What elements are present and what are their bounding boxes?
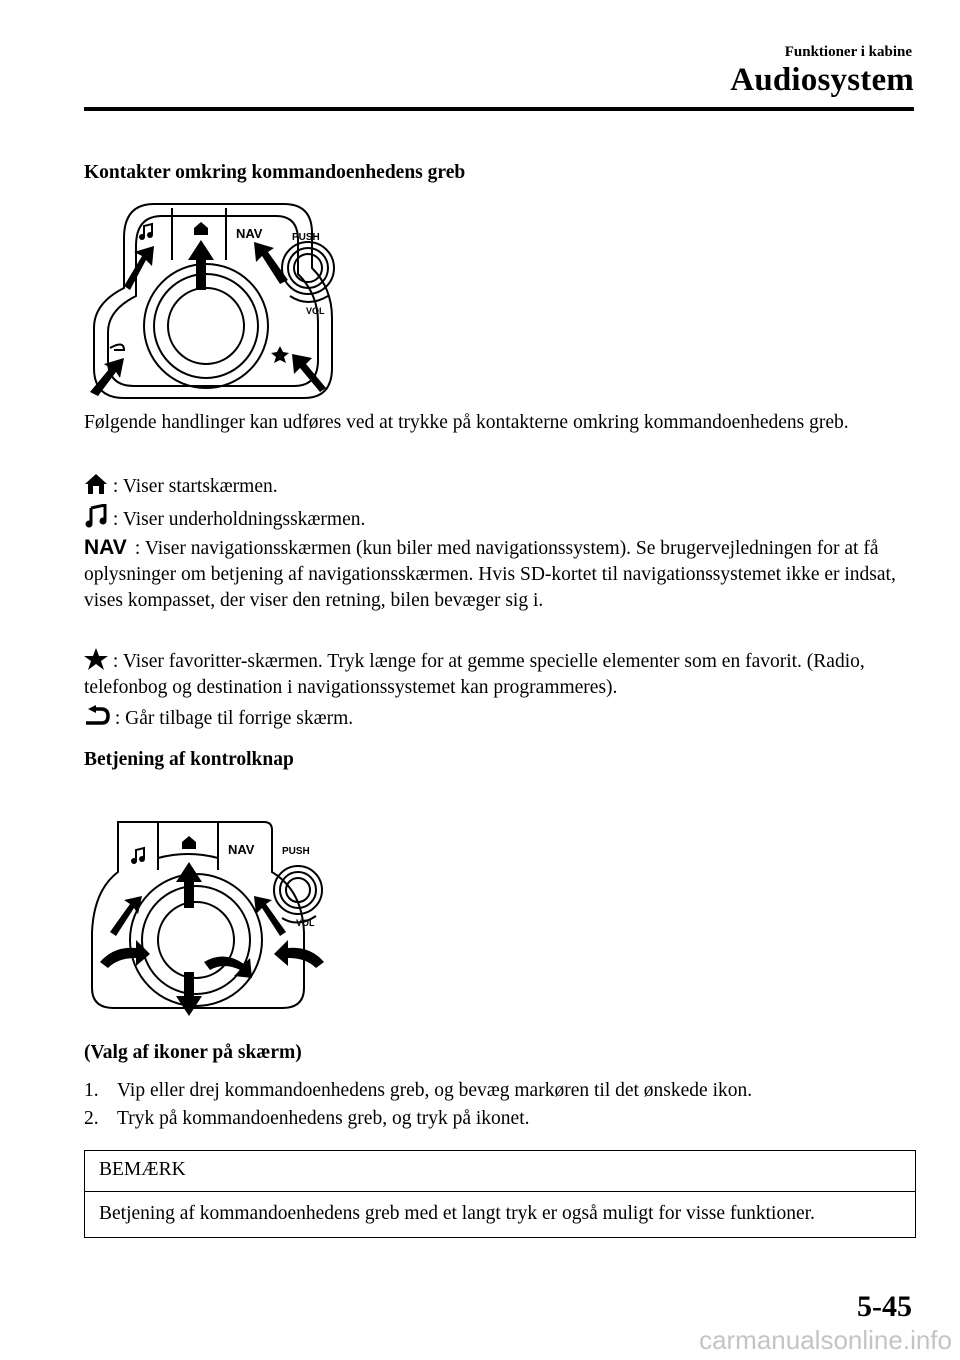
step-item <box>84 1106 916 1132</box>
music-note-icon <box>84 504 108 528</box>
page-number: 5-45 <box>857 1290 912 1323</box>
nav-icon <box>84 535 130 557</box>
watermark: carmanualsonline.info <box>699 1325 952 1355</box>
intro-text: Følgende handlinger kan udføres ved at trykke på kontakterne omkring kommandoenhedens greb. <box>84 412 849 433</box>
home-icon <box>84 473 108 495</box>
header-title: Audiosystem <box>730 62 914 98</box>
commander-knob-figure <box>84 812 354 1022</box>
star-icon <box>84 648 108 670</box>
header-rule <box>84 107 914 111</box>
header-section: Funktioner i kabine <box>784 44 912 60</box>
function-star <box>84 648 916 701</box>
step-number: 2. <box>84 1108 99 1129</box>
steps-list <box>84 1078 916 1132</box>
select-heading: (Valg af ikoner på skærm) <box>84 1042 302 1063</box>
function-star-text: : Viser favoritter-skærmen. Tryk længe for at gemme specielle elementer som en favorit. (Radio, telefonbog og destination i navigationssystemet kan programmeres). <box>84 651 865 698</box>
svg-text:NAV: NAV <box>84 536 127 557</box>
step-text: Vip eller drej kommandoenhedens greb, og bevæg markøren til det ønskede ikon. <box>117 1080 753 1101</box>
section-heading: Kontakter omkring kommandoenhedens greb <box>84 162 466 183</box>
step-text: Tryk på kommandoenhedens greb, og tryk på ikonet. <box>117 1108 530 1129</box>
control-heading: Betjening af kontrolknap <box>84 749 294 770</box>
function-back-text: : Går tilbage til forrige skærm. <box>114 708 354 729</box>
nav-label-2: NAV <box>228 842 255 857</box>
function-back <box>84 705 916 732</box>
function-music <box>84 504 916 533</box>
function-nav-text: : Viser navigationsskærmen (kun biler med navigationssystem). Se brugervejledningen for at få oplysninger om betjening af navigationsskærmen. Hvis SD-kortet til navigationssystemet ikke er indsat, vises kompasset, der viser den retning, bilen bevæger sig i. <box>84 538 896 611</box>
function-home-text: : Viser startskærmen. <box>112 476 278 497</box>
function-music-text: : Viser underholdningsskærmen. <box>112 509 366 530</box>
nav-label: NAV <box>236 226 263 241</box>
step-item <box>84 1078 916 1104</box>
vol-label: VOL <box>306 306 325 316</box>
note-title: BEMÆRK <box>85 1151 915 1192</box>
function-home <box>84 473 916 500</box>
note-box <box>84 1150 916 1238</box>
function-nav <box>84 535 916 614</box>
commander-switches-figure <box>84 198 364 404</box>
note-body: Betjening af kommandoenhedens greb med et langt tryk er også muligt for visse funktioner. <box>99 1203 815 1224</box>
push-label-2: PUSH <box>282 846 310 857</box>
vol-label-2: VOL <box>296 918 315 928</box>
back-icon <box>84 705 110 727</box>
step-number: 1. <box>84 1080 99 1101</box>
push-label: PUSH <box>292 232 320 243</box>
